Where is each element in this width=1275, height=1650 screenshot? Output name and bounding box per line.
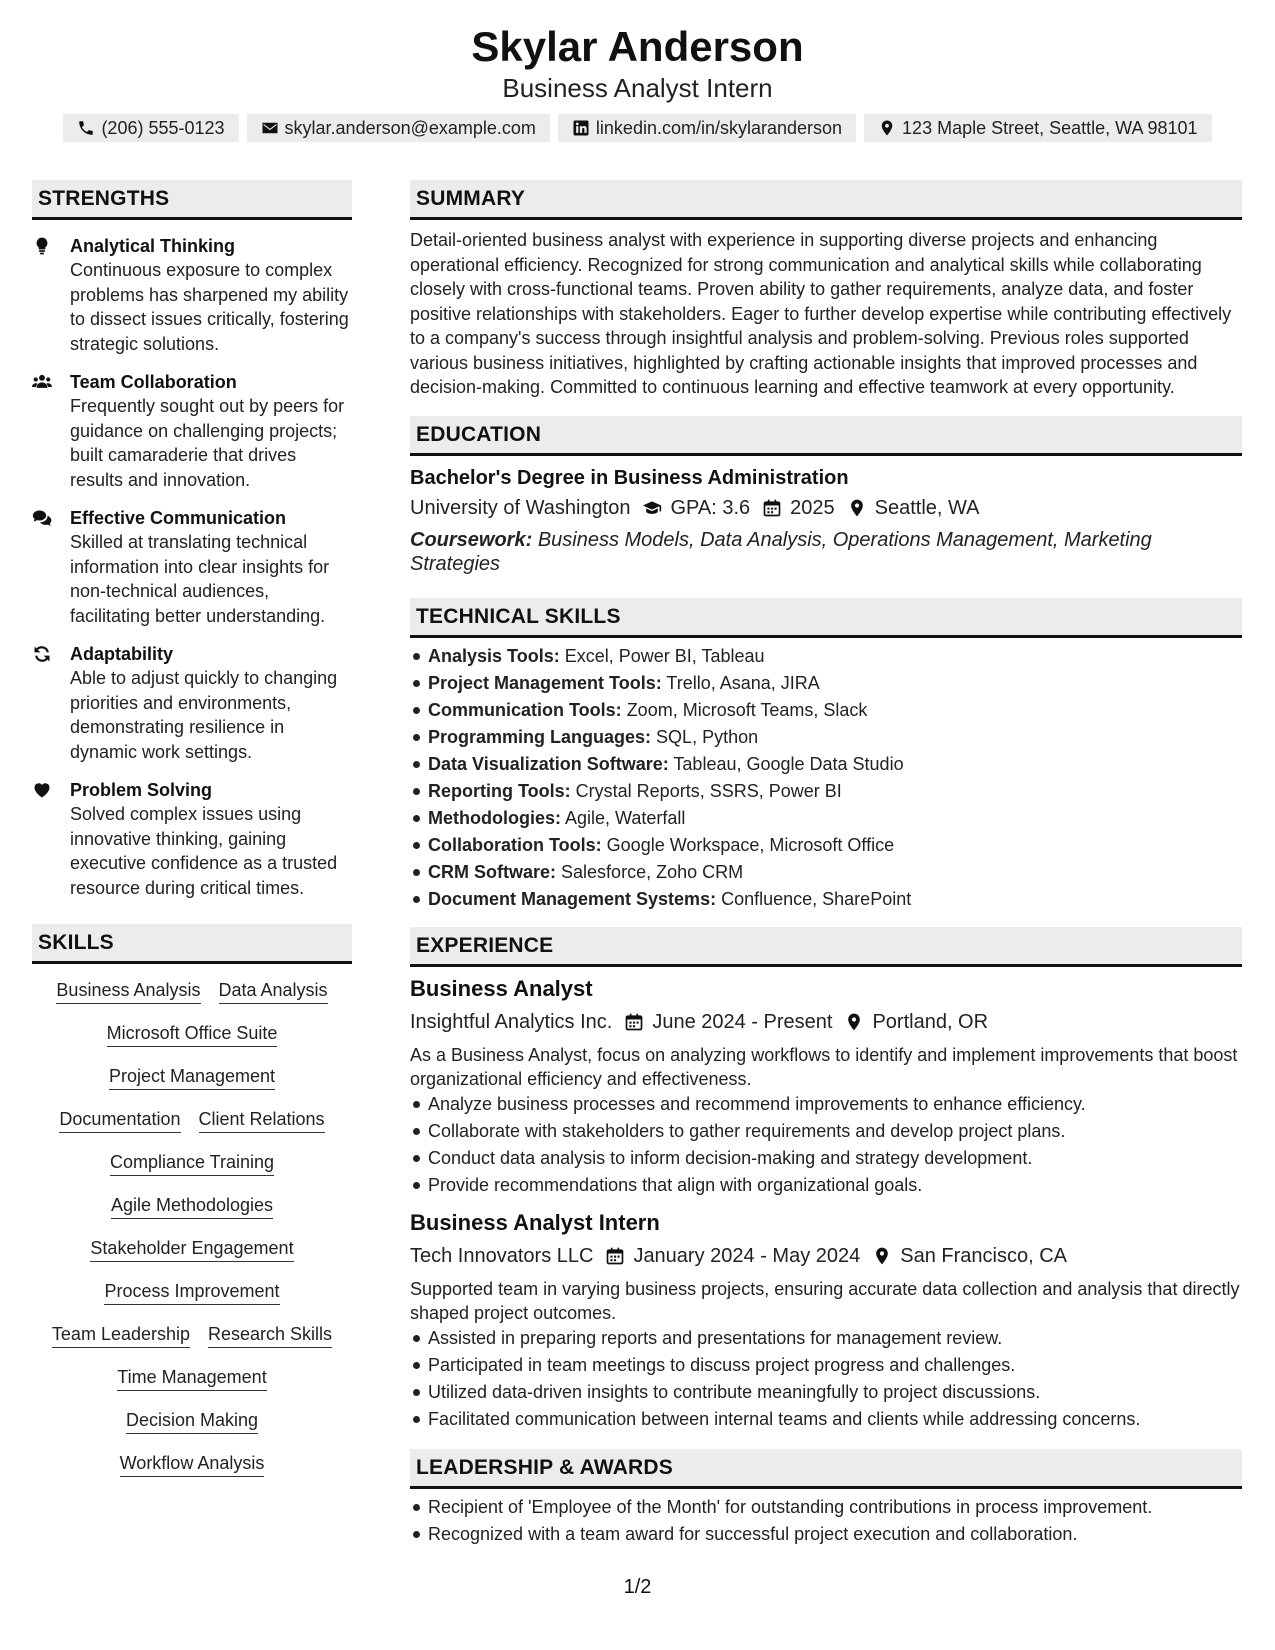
skill-tag: Client Relations (199, 1107, 325, 1133)
skill-tag: Business Analysis (56, 978, 200, 1004)
lightbulb-icon (32, 236, 52, 256)
map-pin-icon (847, 498, 867, 518)
skills-list (32, 978, 352, 1477)
skill-tag: Decision Making (126, 1408, 258, 1434)
job-location: San Francisco, CA (900, 1244, 1067, 1267)
tech-skill-item (428, 778, 1242, 805)
strength-title: Effective Communication (70, 508, 287, 528)
candidate-name: Skylar Anderson (471, 23, 804, 70)
comments-icon (32, 508, 52, 528)
calendar-icon (762, 498, 782, 518)
summary-heading: SUMMARY (410, 180, 1242, 220)
job-entry (410, 1209, 1242, 1433)
skill-tag: Documentation (59, 1107, 180, 1133)
tech-skill-item (428, 805, 1242, 832)
job-bullet: Assisted in preparing reports and presentations for management review. (428, 1325, 1242, 1352)
calendar-icon (624, 1012, 644, 1032)
right-column (410, 180, 1242, 1548)
tech-skill-value: SQL, Python (656, 726, 759, 747)
tech-skill-item (428, 670, 1242, 697)
graduation-year: 2025 (790, 496, 835, 519)
tech-skill-value: Crystal Reports, SSRS, Power BI (575, 780, 842, 801)
coursework-list: Business Models, Data Analysis, Operations Management, Marketing Strategies (410, 528, 1152, 575)
address-text: 123 Maple Street, Seattle, WA 98101 (902, 117, 1198, 138)
strength-body (70, 778, 352, 900)
school-name: University of Washington (410, 496, 631, 519)
skill-row (36, 1193, 348, 1219)
skill-tag: Time Management (117, 1365, 266, 1391)
tech-skill-label: Programming Languages: (428, 726, 652, 747)
strengths-list (32, 234, 352, 900)
tech-skill-label: Data Visualization Software: (428, 753, 669, 774)
tech-skill-value: Trello, Asana, JIRA (666, 672, 820, 693)
job-bullets (410, 1091, 1242, 1199)
experience-list (410, 975, 1242, 1433)
coursework (410, 528, 1242, 576)
job-bullet: Participated in team meetings to discuss project progress and challenges. (428, 1352, 1242, 1379)
strength-title: Team Collaboration (70, 372, 237, 392)
job-bullet: Facilitated communication between internal teams and clients while addressing concerns. (428, 1406, 1242, 1433)
school-location: Seattle, WA (874, 496, 980, 519)
tech-skill-item (428, 724, 1242, 751)
tech-skill-value: Google Workspace, Microsoft Office (606, 834, 895, 855)
users-icon (32, 372, 52, 392)
technical-skills-heading: TECHNICAL SKILLS (410, 598, 1242, 638)
tech-skill-value: Salesforce, Zoho CRM (561, 861, 744, 882)
calendar-icon (605, 1246, 625, 1266)
skill-row (36, 978, 348, 1004)
phone-text: (206) 555-0123 (101, 117, 225, 138)
strength-item (32, 370, 352, 492)
strength-icon-wrap (32, 506, 70, 628)
job-bullet: Provide recommendations that align with organizational goals. (428, 1172, 1242, 1199)
job-title: Business Analyst Intern (410, 1209, 660, 1235)
skill-row (36, 1021, 348, 1047)
strength-item (32, 506, 352, 628)
skill-row (36, 1451, 348, 1477)
award-item: Recognized with a team award for successful project execution and collaboration. (428, 1521, 1242, 1548)
page-number: 1/2 (623, 1576, 652, 1598)
map-pin-icon (878, 119, 896, 137)
tech-skill-label: Document Management Systems: (428, 888, 717, 909)
strength-title: Analytical Thinking (70, 236, 236, 256)
tech-skill-item (428, 832, 1242, 859)
awards-list (410, 1494, 1242, 1548)
skill-row (36, 1365, 348, 1391)
skill-tag: Workflow Analysis (120, 1451, 265, 1477)
tech-skill-value: Zoom, Microsoft Teams, Slack (626, 699, 868, 720)
skill-row (36, 1279, 348, 1305)
skill-tag: Research Skills (208, 1322, 332, 1348)
tech-skill-label: Communication Tools: (428, 699, 622, 720)
candidate-role: Business Analyst Intern (502, 73, 773, 103)
job-bullet: Analyze business processes and recommend improvements to enhance efficiency. (428, 1091, 1242, 1118)
skill-tag: Project Management (109, 1064, 275, 1090)
sync-icon (32, 644, 52, 664)
email-text: skylar.anderson@example.com (284, 117, 536, 138)
job-bullet: Collaborate with stakeholders to gather requirements and develop project plans. (428, 1118, 1242, 1145)
skill-tag: Process Improvement (104, 1279, 279, 1305)
strength-icon-wrap (32, 370, 70, 492)
contact-bar (0, 114, 1275, 142)
graduation-cap-icon (642, 498, 662, 518)
tech-skill-value: Tableau, Google Data Studio (673, 753, 904, 774)
job-description: Supported team in varying business projects, ensuring accurate data collection and analysis that directly shaped project outcomes. (410, 1278, 1240, 1323)
strength-body (70, 642, 352, 764)
skill-tag: Team Leadership (52, 1322, 190, 1348)
strengths-heading: STRENGTHS (32, 180, 352, 220)
map-pin-icon (872, 1246, 892, 1266)
job-description: As a Business Analyst, focus on analyzing workflows to identify and implement improvements that boost organizational efficiency and effectiveness. (410, 1044, 1238, 1089)
tech-skill-item (428, 886, 1242, 913)
company-name: Insightful Analytics Inc. (410, 1010, 613, 1033)
strength-item (32, 234, 352, 356)
job-title: Business Analyst (410, 975, 593, 1001)
job-meta (410, 1007, 1242, 1037)
technical-skills-list (410, 643, 1242, 913)
job-bullet: Conduct data analysis to inform decision-making and strategy development. (428, 1145, 1242, 1172)
skill-row (36, 1236, 348, 1262)
job-bullets (410, 1325, 1242, 1433)
summary-text: Detail-oriented business analyst with experience in supporting diverse projects and enhancing operational efficiency. Recognized for strong communication and analytical skills while collaborating closely with cross-functional teams. Proven ability to gather requirements, analyze data, and foster positive relationships with stakeholders. Eager to further develop expertise while contributing effectively to a company's success through insightful analysis and problem-solving. Previous roles supported various business initiatives, highlighted by crafting actionable insights that improved processes and decision-making. Committed to continuous learning and effective teamwork at every opportunity. (410, 230, 1232, 397)
skill-tag: Microsoft Office Suite (107, 1021, 278, 1047)
left-column (32, 180, 352, 1477)
company-name: Tech Innovators LLC (410, 1244, 594, 1267)
skill-tag: Agile Methodologies (111, 1193, 273, 1219)
email-chip[interactable] (247, 114, 550, 142)
job-location: Portland, OR (872, 1010, 989, 1033)
gpa-text: GPA: 3.6 (670, 496, 751, 519)
degree-title: Bachelor's Degree in Business Administration (410, 466, 849, 489)
envelope-icon (261, 119, 279, 137)
strength-desc: Solved complex issues using innovative thinking, gaining executive confidence as a trusted resource during critical times. (70, 804, 338, 898)
job-meta (410, 1241, 1242, 1271)
tech-skill-label: Collaboration Tools: (428, 834, 602, 855)
tech-skill-item (428, 859, 1242, 886)
tech-skill-value: Agile, Waterfall (565, 807, 686, 828)
map-pin-icon (844, 1012, 864, 1032)
tech-skill-item (428, 643, 1242, 670)
tech-skill-label: Reporting Tools: (428, 780, 571, 801)
strength-desc: Able to adjust quickly to changing priorities and environments, demonstrating resilience in dynamic work settings. (70, 668, 338, 762)
tech-skill-label: Project Management Tools: (428, 672, 662, 693)
strength-body (70, 506, 352, 628)
strength-body (70, 234, 352, 356)
strength-desc: Continuous exposure to complex problems has sharpened my ability to dissect issues critically, fostering strategic solutions. (70, 260, 349, 354)
skill-tag: Data Analysis (219, 978, 328, 1004)
skill-row (36, 1064, 348, 1090)
skill-tag: Stakeholder Engagement (90, 1236, 293, 1262)
job-bullet: Utilized data-driven insights to contribute meaningfully to project discussions. (428, 1379, 1242, 1406)
tech-skill-value: Confluence, SharePoint (721, 888, 912, 909)
tech-skill-label: Analysis Tools: (428, 645, 560, 666)
strength-icon-wrap (32, 778, 70, 900)
tech-skill-label: Methodologies: (428, 807, 561, 828)
strength-title: Problem Solving (70, 780, 213, 800)
tech-skill-item (428, 751, 1242, 778)
strength-desc: Frequently sought out by peers for guidance on challenging projects; built camaraderie that drives results and innovation. (70, 396, 345, 490)
strength-icon-wrap (32, 642, 70, 764)
linkedin-icon (572, 119, 590, 137)
skill-row (36, 1107, 348, 1133)
linkedin-chip[interactable] (558, 114, 856, 142)
linkedin-text: linkedin.com/in/skylaranderson (595, 117, 843, 138)
strength-icon-wrap (32, 234, 70, 356)
strength-item (32, 642, 352, 764)
tech-skill-item (428, 697, 1242, 724)
strength-title: Adaptability (70, 644, 174, 664)
skill-row (36, 1322, 348, 1348)
skill-row (36, 1150, 348, 1176)
address-chip[interactable] (864, 114, 1212, 142)
skill-tag: Compliance Training (110, 1150, 274, 1176)
education-meta (410, 494, 1242, 522)
heart-icon (32, 780, 52, 800)
strength-desc: Skilled at translating technical information into clear insights for non-technical audiences, facilitating better understanding. (70, 532, 330, 626)
skills-heading: SKILLS (32, 924, 352, 964)
award-item: Recipient of 'Employee of the Month' for outstanding contributions in process improvement. (428, 1494, 1242, 1521)
phone-icon (77, 119, 95, 137)
job-entry (410, 975, 1242, 1199)
strength-item (32, 778, 352, 900)
tech-skill-label: CRM Software: (428, 861, 557, 882)
coursework-label: Coursework: (410, 528, 533, 551)
awards-heading: LEADERSHIP & AWARDS (410, 1449, 1242, 1489)
job-dates: January 2024 - May 2024 (633, 1244, 861, 1267)
experience-heading: EXPERIENCE (410, 927, 1242, 967)
phone-chip[interactable] (63, 114, 238, 142)
strength-body (70, 370, 352, 492)
job-dates: June 2024 - Present (652, 1010, 833, 1033)
tech-skill-value: Excel, Power BI, Tableau (564, 645, 765, 666)
education-heading: EDUCATION (410, 416, 1242, 456)
resume-header (0, 22, 1275, 104)
skill-row (36, 1408, 348, 1434)
